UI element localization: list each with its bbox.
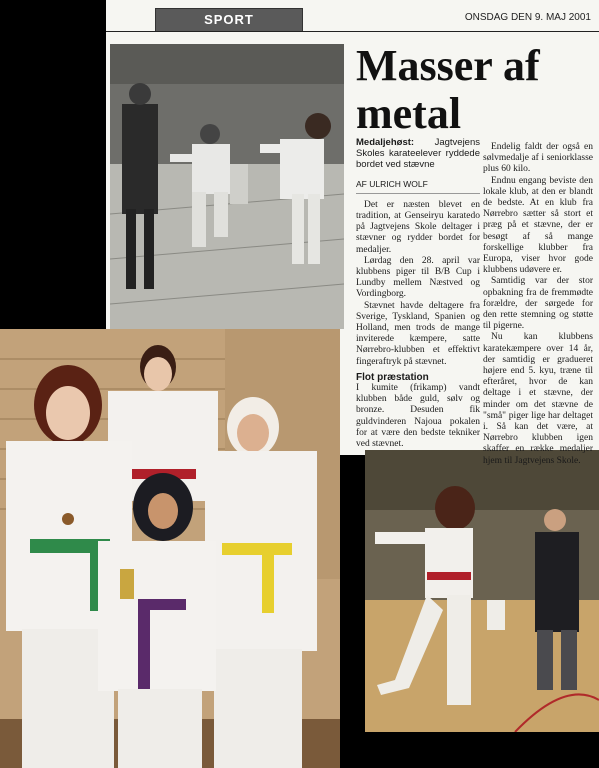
section-label: SPORT <box>155 8 303 32</box>
paragraph: Endnu engang beviste den lokale klub, at den er blandt de bedste. At en klub fra Nørrebro sætter så stort et præg på et stævne, der er besøgt af så mange forskellige klubber fra Europa, viser hvor gode klubbens udøvere er. <box>483 175 593 276</box>
photo-sparring-girl <box>365 450 599 732</box>
photo-medal-winners-image <box>0 329 340 768</box>
lead-paragraph <box>356 137 480 171</box>
subheading: Flot præstation <box>356 371 429 383</box>
photo-medal-winners <box>0 329 340 768</box>
byline: AF ULRICH WOLF <box>356 179 480 194</box>
headline-line-2: metal <box>356 89 462 138</box>
paragraph: Det er næsten blevet en tradition, at Genseiryu karatedo på Jagtvejens Skole deltager i stævner og rydder bordet for medaljer. <box>356 199 480 255</box>
lead-text: Jagtvejens Skoles karateelever ryddede bordet ved stævne <box>356 137 480 171</box>
dateline: ONSDAG DEN 9. MAJ 2001 <box>464 12 591 23</box>
photo-sparring-girl-image <box>365 450 599 732</box>
paragraph: I kumite (frikamp) vandt klubben både guld, sølv og bronze. Desuden fik guldvinderen Najoua pokalen for at være den bedste tekniker ved stævnet. <box>356 383 480 450</box>
lead-bold: Medaljehøst: <box>356 137 415 148</box>
paragraph: Endelig faldt der også en sølvmedalje af i seniorklasse plus 60 kilo. <box>483 142 593 175</box>
paragraph: Samtidig var der stor opbakning fra de fremmødte forældre, der sørgede for den rette stemning og støtte til pigerne. <box>483 276 593 332</box>
article-column-b <box>483 142 593 467</box>
paragraph: Nu kan klubbens karatekæmpere over 14 år, der samtidig er gradueret højere end 5. kyu, træne til efteråret, hvor de kan deltage i et stævne, der minder om det stævne de "små" piger lige har deltaget i. Så kan det være, at Nørrebro klubben igen skaffer en række medaljer hjem til Jagtvejens Skole. <box>483 332 593 466</box>
paragraph: Stævnet havde deltagere fra Sverige, Tyskland, Spanien og Holland, men trods de mange inviterede kæmpere, satte Nørrebro-klubben et effektivt fingeraftryk på stævnet. <box>356 300 480 367</box>
article-column-a <box>356 137 480 450</box>
photo-kumite-match-image <box>110 44 344 329</box>
headline <box>356 42 596 138</box>
headline-line-1: Masser af <box>356 41 540 90</box>
photo-kumite-match <box>110 44 344 329</box>
header-rule <box>106 31 599 32</box>
paragraph: Lørdag den 28. april var klubbens piger til B/B Cup i Lundby mellem Næstved og Vordingborg. <box>356 255 480 300</box>
